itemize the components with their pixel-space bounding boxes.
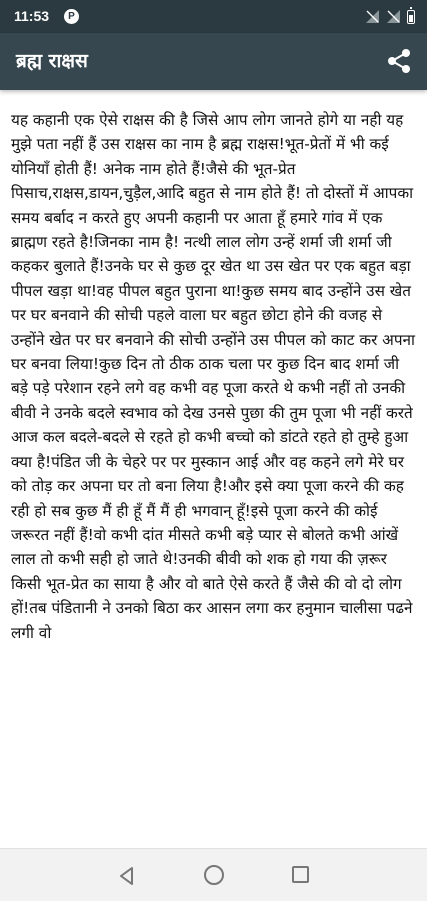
navigation-bar [0,848,427,901]
nav-back-icon[interactable] [116,865,138,887]
story-content[interactable] [0,90,427,848]
wifi-off-icon [365,9,380,24]
share-icon[interactable] [385,47,413,75]
status-icons [365,8,415,25]
page-title: ब्रह्म राक्षस [16,50,88,72]
story-text: यह कहानी एक ऐसे राक्षस की है जिसे आप लोग जानते होगे या नही यह मुझे पता नहीं हैं उस राक्षस का नाम है ब्रह्म राक्षस!भूत-प्रेतों में भी कई योनियाँ होती हैं! अनेक नाम होते हैं!जैसे की भूत-प्रेत पिसाच,राक्षस,डायन,चुड़ैल,आदि बहुत से नाम होते हैं! तो दोस्तों में आपका समय बर्बाद न करते हुए अपनी कहानी पर आता हूँ हमारे गांव में एक ब्राह्मण रहते है!जिनका नाम है! नत्थी लाल लोग उन्हें शर्मा जी शर्मा जी कहकर बुलाते हैं!उनके घर से कुछ दूर खेत था उस खेत पर एक बहुत बड़ा पीपल खड़ा था!वह पीपल बहुत पुराना था!कुछ समय बाद उन्होंने उस खेत पर घर बनवाने की सोची पहले वाला घर बहुत छोटा होने की वजह से उन्होंने खेत पर घर बनवाने की सोची उन्होंने उस पीपल को काट कर अपना घर बनवा लिया!कुछ दिन तो ठीक ठाक चला पर कुछ दिन बाद शर्मा जी बड़े पड़े परेशान रहने लगे वह कभी वह पूजा करते थे कभी नहीं तो उनकी बीवी ने उनके बदले स्वभाव को देख उनसे पुछा की तुम पूजा भी नहीं करते आज कल बदले-बदले से रहते हो कभी बच्चो को डांटते रहते हो तुम्हे हुआ क्या है!पंडित जी के चेहरे पर पर मुस्कान आई और वह कहने लगे मेरे घर को तोड़ कर अपना घर तो बना लिया है!और इसे क्या पूजा करने की कह रही हो सब कुछ मैं ही हूँ मैं मैं ही भगवान् हूँ!इसे पूजा करने की कोई जरूरत नहीं हैं!वो कभी दांत मीसते कभी बड़े प्यार से बोलते कभी आंखें लाल तो कभी सही हो जाते थे!उनकी बीवी को शक हो गया की ज़रूर किसी भूत-प्रेत का साया है और वो बाते ऐसे करते हैं जैसे की वो दो लोग हों!तब पंडितानी ने उनको बिठा कर आसन लगा कर हनुमान चालीसा पढने लगी वो [11,111,416,642]
battery-icon [407,10,415,24]
status-bar [0,0,427,33]
nav-home-icon[interactable] [204,865,224,885]
nav-recents-icon[interactable] [292,866,309,883]
signal-off-icon [386,9,401,24]
app-notification-icon: P [64,9,79,24]
status-time: 11:53 [14,8,50,24]
app-bar [0,33,427,90]
